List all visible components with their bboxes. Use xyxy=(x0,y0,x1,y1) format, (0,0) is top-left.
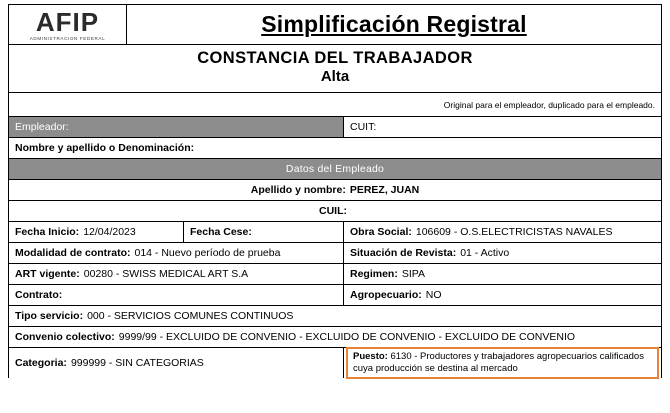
employee-name-value: PEREZ, JUAN xyxy=(349,184,420,197)
contract-mode-cell xyxy=(9,243,344,263)
category-value: 999999 - SIN CATEGORIAS xyxy=(70,357,204,370)
art-value: 00280 - SWISS MEDICAL ART S.A xyxy=(83,268,249,281)
status-value: 01 - Activo xyxy=(460,247,510,260)
employee-cuil-cell xyxy=(9,201,661,221)
employer-label: Empleador: xyxy=(15,121,69,134)
employee-name-cell xyxy=(9,180,661,200)
position-value: 6130 - Productores y trabajadores agropecuarios calificados cuya producción se destina al mercado xyxy=(353,351,644,375)
document-title-cell xyxy=(127,5,661,44)
agro-value: NO xyxy=(425,289,442,302)
contract-label: Contrato: xyxy=(15,289,63,302)
employee-section-title: Datos del Empleado xyxy=(285,163,385,176)
regime-label: Regimen: xyxy=(350,268,398,281)
service-type-row xyxy=(9,306,661,327)
social-insurance-label: Obra Social: xyxy=(350,226,412,239)
service-type-value: 000 - SERVICIOS COMUNES CONTINUOS xyxy=(87,310,294,323)
logo-wrap xyxy=(30,9,105,42)
category-position-row xyxy=(9,348,661,378)
contract-row xyxy=(9,285,661,306)
employer-name-cell xyxy=(9,138,661,158)
agreement-value: 9999/99 - EXCLUIDO DE CONVENIO - EXCLUIDO DE CONVENIO - EXCLUIDO DE CONVENIO xyxy=(118,331,576,344)
contract-cell xyxy=(9,285,344,305)
subtitle-line-1: CONSTANCIA DEL TRABAJADOR xyxy=(197,48,473,67)
copy-note-text: Original para el empleador, duplicado para el empleado. xyxy=(443,100,655,111)
page-title: Simplificación Registral xyxy=(261,10,527,37)
employee-name-row xyxy=(9,180,661,201)
employee-cuil-row xyxy=(9,201,661,222)
start-date-cell xyxy=(9,222,184,242)
category-cell xyxy=(9,348,344,378)
art-row xyxy=(9,264,661,285)
subtitle-line-2: Alta xyxy=(320,68,350,86)
service-type-cell xyxy=(9,306,661,326)
cuit-cell xyxy=(344,117,661,137)
start-date-label: Fecha Inicio: xyxy=(15,226,80,239)
regime-value: SIPA xyxy=(401,268,425,281)
agreement-row xyxy=(9,327,661,348)
category-label: Categoria: xyxy=(15,357,67,370)
art-cell xyxy=(9,264,344,284)
position-label: Puesto: xyxy=(353,351,388,363)
copy-note xyxy=(9,93,661,117)
employer-name-row xyxy=(9,138,661,159)
art-label: ART vigente: xyxy=(15,268,80,281)
employee-section-band xyxy=(9,159,661,180)
end-date-label: Fecha Cese: xyxy=(190,226,252,239)
document-header xyxy=(9,5,661,45)
regime-cell xyxy=(344,264,661,284)
logo-letters: AFIP xyxy=(35,7,100,37)
contract-mode-row xyxy=(9,243,661,264)
constancia-document xyxy=(8,4,662,378)
social-insurance-value: 106609 - O.S.ELECTRICISTAS NAVALES xyxy=(415,226,613,239)
service-type-label: Tipo servicio: xyxy=(15,310,84,323)
contract-mode-value: 014 - Nuevo período de prueba xyxy=(134,247,281,260)
employer-cell xyxy=(9,117,344,137)
agro-cell xyxy=(344,285,661,305)
employee-name-label: Apellido y nombre: xyxy=(250,184,346,197)
employer-row xyxy=(9,117,661,138)
position-highlight-box xyxy=(346,347,659,379)
agreement-cell xyxy=(9,327,661,347)
contract-mode-label: Modalidad de contrato: xyxy=(15,247,131,260)
employer-name-label: Nombre y apellido o Denominación: xyxy=(15,142,195,155)
position-text xyxy=(353,351,652,375)
status-cell xyxy=(344,243,661,263)
dates-row xyxy=(9,222,661,243)
agreement-label: Convenio colectivo: xyxy=(15,331,115,344)
agro-label: Agropecuario: xyxy=(350,289,422,302)
status-label: Situación de Revista: xyxy=(350,247,457,260)
cuit-label: CUIT: xyxy=(350,121,377,134)
start-date-value: 12/04/2023 xyxy=(83,226,136,239)
employee-cuil-label: CUIL: xyxy=(319,205,347,218)
end-date-cell xyxy=(184,222,344,242)
document-subtitle xyxy=(9,45,661,94)
social-insurance-cell xyxy=(344,222,661,242)
logo-subtitle: ADMINISTRACION FEDERAL xyxy=(29,36,106,41)
position-cell xyxy=(344,348,661,378)
afip-logo xyxy=(9,5,127,44)
